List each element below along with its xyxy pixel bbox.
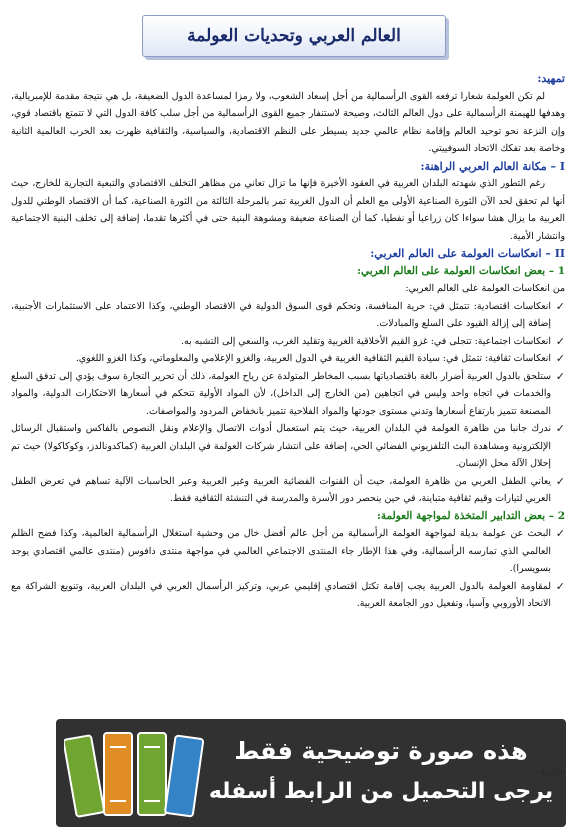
check-mark-icon: ✓ [555,352,565,365]
list-item [11,333,565,351]
section1-heading: I – مكانة العالم العربي الراهنة: [420,159,565,173]
list-item [11,350,565,368]
list-item [11,473,565,508]
check-mark-icon: ✓ [555,369,565,383]
sub1-lead: من انعكاسات العولمة على العالم العربي: [405,283,565,294]
sub2-heading: 2 – بعض التدابير المتخذة لمواجهة العولمة: [376,509,565,522]
watermark-line-2: يرجى التحميل من الرابط أسفله [208,779,554,804]
page-title: العالم العربي وتحديات العولمة [142,15,446,57]
check-mark-icon: ✓ [555,474,565,488]
list-item [11,368,565,421]
check-mark-icon: ✓ [555,334,565,348]
document-body [11,70,565,613]
list-item-text: ندرك جانبا من ظاهرة العولمة في البلدان العربية، حيث يتم استعمال أدوات الاتصال والإعلام ونقل النصوص بالفاكس واستقبال الرسائل الإلكترونية ومشاهدة البث التلفزيوني الفضائي الحي، إضافة على انتشار شركات العولمة في البلدان العربية (كماكدونالدز، وكوكاكولا) حيث تم إحلال الآلة محل الإنسان. [11,423,551,469]
preview-watermark-banner[interactable] [56,719,566,827]
list-item-text: لمقاومة العولمة بالدول العربية يجب إقامة تكتل اقتصادي إقليمي عربي، وتركيز الرأسمال العربي في البلدان العربية، وتنويع الشراكة مع الاتحاد الأوروبي وآسيا، وتفعيل دور الجامعة العربية. [11,580,551,609]
intro-heading: تمهيد: [537,72,565,85]
list-item-text: انعكاسات اقتصادية: تتمثل في: حرية المنافسة، وتحكم قوى السوق الدولية في الاقتصاد الوطني، وكذا الاعتماد على الاستثمارات الأجنبية، إضافة إلى إزالة القيود على السلع والمبادلات. [11,300,551,329]
watermark-line-1: هذه صورة توضيحية فقط [234,737,528,765]
list-item [11,578,565,613]
list-item-text: ستلحق بالدول العربية أضرار بالغة باقتصادياتها بسبب المخاطر المتولدة عن رياح العولمة، ذلك أن تحرير التجارة سوف يؤدي إلى تدفق السلع والخدمات في اتجاه واحد وليس في اتجاهين (من الخارج إلى الداخل)، لأن المواد الأولية تتحكم في أسعارها الاحتكارات الدولية، والمواد المصنعة تتميز بارتفاع أسعارها وتدني مستوى جودتها والمواد الفلاحية تتميز بانخفاض المردود والمواصفات. [11,370,551,417]
section1-paragraph: رغم التطور الذي شهدته البلدان العربية في العقود الأخيرة فإنها ما تزال تعاني من مظاهر التخلف الاقتصادي والتبعية التجارية للخارج، حيث أنها لم تحقق لحد الآن الثورة الصناعية الأولى مع العلم أن الدول الغربية تمر بالمرحلة الثالثة من الثورة الصناعية، كما أن الاقتصاد الوطني للدول العربية ما يزال هشا سواءا كان زراعيا أو نفطيا، كما أن الصناعة ضعيفة ومشوهة البنية حتى في أكثرها تقدما، إضافة إلى تخلف البنية الاجتماعية وانتشار الأمية. [11,178,565,242]
section2-heading: II – انعكاسات العولمة على العالم العربي: [370,247,565,260]
list-item [11,298,565,333]
sub1-heading: 1 – بعض انعكاسات العولمة على العالم العربي: [357,264,565,277]
check-mark-icon: ✓ [555,527,565,540]
list-item-text: يعاني الطفل العربي من ظاهرة العولمة، حيث أن القنوات الفضائية العربية وغير العربية وعبر الحاسبات الآلية تساهم في تعرض الطفل العربي لتيارات وقيم ثقافية متباينة، في حين ينحصر دور الأسرة والمدرسة في التنشئة الثقافية فقط. [11,475,551,504]
list-item-text: انعكاسات اجتماعية: تتجلى في: غزو القيم الأخلاقية الغربية وتقليد الغرب، والسعي إلى التشبه به. [180,335,551,347]
intro-paragraph: لم تكن العولمة شعارا ترفعه القوى الرأسمالية من أجل إسعاد الشعوب، ولا رمزا لمساعدة الدول الضعيفة، بل هي نتيجة مقدمة للإمبريالية، وهدفها للهيمنة الرأسمالية على دول العالم الثالث، وصيحة لاستنفار جميع القوى الرأسمالية من أجل سلب كافة الدول التي لا تتمتع باقتصاد قوي، وإن النزعة نحو توحيد العالم وإقامة نظام عالمي جديد يسيطر على النظم الاقتصادية، والسياسية، والثقافية ظهرت بعد الحرب العالمية الثانية وخاصة بعد تفكك الاتحاد السوفييتي. [11,90,565,154]
list-item [11,420,565,473]
books-icon [64,727,204,819]
check-mark-icon: ✓ [555,422,565,435]
list-item-text: البحث عن عولمة بديلة لمواجهة العولمة الرأسمالية من أجل عالم أفضل خال من وحشية استغلال الرأسمالية العالمية، وكذا فضح الظلم العالمي الذي تمارسه الرأسمالية، وفي هذا الإطار جاء المنتدى الاجتماعي العالمي في مواجهة منتدى دافوس (منتدى عالمي اقتصادي يوجد بسويسرا). [11,528,551,574]
sub2-list [11,525,565,613]
sub1-list [11,298,565,508]
check-mark-icon: ✓ [555,579,565,593]
list-item-text: انعكاسات ثقافية: تتمثل في: سيادة القيم الثقافية الغربية في الدول العربية، والغزو الإعلامي والمعلوماتي، وكذا الغزو اللغوي. [75,353,551,364]
check-mark-icon: ✓ [555,299,565,313]
list-item [11,525,565,578]
